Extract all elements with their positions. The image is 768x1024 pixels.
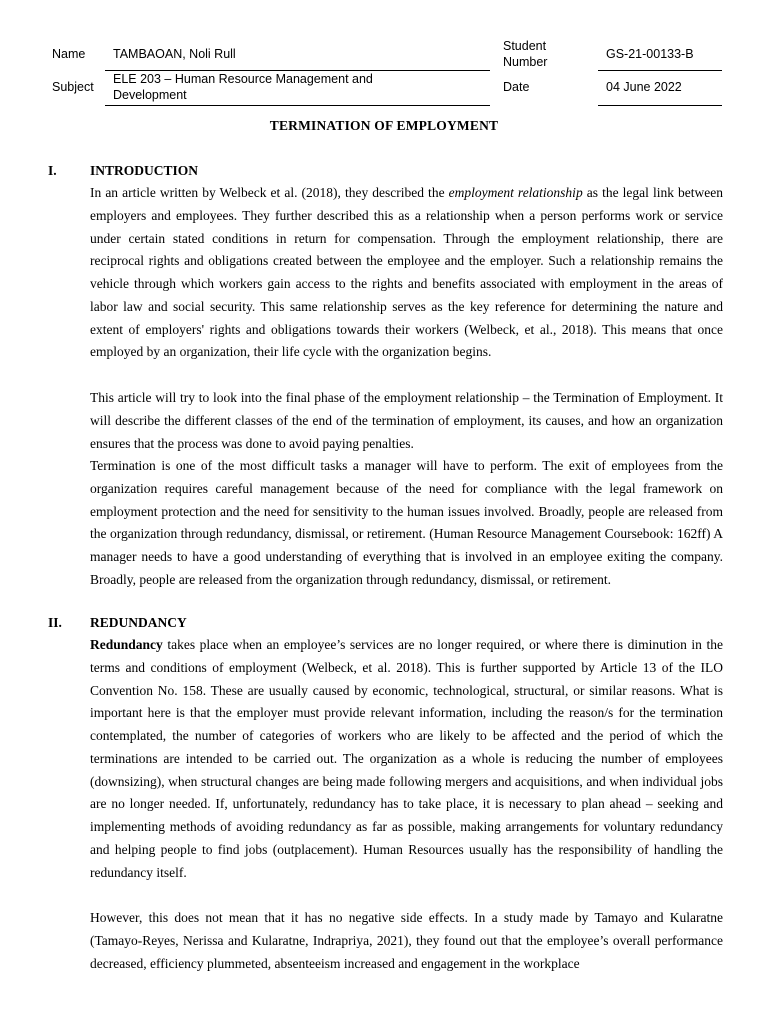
redundancy-paragraph-1 [90,634,723,884]
name-label: Name [52,47,86,61]
subject-value-line2: Development [113,88,187,102]
document-title: TERMINATION OF EMPLOYMENT [269,118,499,133]
intro-paragraph-1-lead: In an article written by Welbeck et al. (2018), they described the [90,185,449,200]
name-value: TAMBAOAN, Noli Rull [113,47,236,61]
intro-paragraph-1-body: as the legal link between employers and employees. They further described this as a relationship when a person performs work or service under certain stated conditions in return for compensation. Through the employment relationship, there are reciprocal rights and obligations created between the employee and the employer. Such a relationship remains the vehicle through which workers gain access to the rights and benefits associated with employment in the areas of labor law and social security. This same relationship serves as the key reference for determining the nature and extent of employers' rights and obligations towards their workers (Welbeck, et al., 2018). This means that once employed by an organization, their life cycle with the organization begins. [90,185,724,360]
subject-value-line1: ELE 203 – Human Resource Management and [113,72,373,86]
student-number-label-line1: Student [503,39,547,53]
date-value: 04 June 2022 [606,80,682,94]
date-underline [598,105,722,106]
intro-paragraph-3: Termination is one of the most difficult tasks a manager will have to perform. The exit of employees from the organization requires careful management because of the need for compliance with the legal framework on employment protection and the need for sensitivity to the human issues involved. Broadly, people are released from the organization through redundancy, dismissal, or retirement. (Human Resource Management Coursebook: 162ff) A manager needs to have a good understanding of everything that is involved in an employee exiting the company. Broadly, people are released from the organization through redundancy, dismissal, or retirement. [90,458,723,587]
intro-paragraph-2: This article will try to look into the final phase of the employment relationship – the Termination of Employment. It will describe the different classes of the end of the termination of employment, its causes, and how an organization ensures that the process was done to avoid paying penalties. [90,390,723,451]
subject-label: Subject [52,80,94,94]
subject-underline [105,105,490,106]
section-heading-introduction: INTRODUCTION [90,163,199,178]
section-number: II. [48,615,62,630]
date-label: Date [503,80,530,94]
intro-paragraph-1 [90,182,723,364]
term-redundancy: Redundancy [90,637,163,652]
student-number-value: GS-21-00133-B [606,47,694,61]
redundancy-paragraph-2: However, this does not mean that it has no negative side effects. In a study made by Tamayo and Kularatne (Tamayo-Reyes, Nerissa and Kularatne, Indrapriya, 2021), they found out that the employee’s overall performance decreased, efficiency plummeted, absenteeism increased and engagement in the workplace [90,910,723,971]
section-heading-redundancy: REDUNDANCY [90,615,187,630]
redundancy-paragraph-1-body: takes place when an employee’s services are no longer required, or where there is diminution in the terms and conditions of employment (Welbeck, et al. 2018). This is further supported by Article 13 of the ILO Convention No. 158. These are usually caused by economic, technological, structural, or similar reasons. What is important here is that the employer must provide relevant information, including the reason/s for the termination contemplated, the number of categories of workers who are likely to be affected and the period of which the terminations are intended to be carried out. The organization as a whole is reducing the number of employees (downsizing), when structural changes are being made following mergers and acquisitions, and when individual jobs are no longer needed. If, unfortunately, redundancy has to take place, it is necessary to plan ahead – seeking and implementing methods of avoiding redundancy as far as possible, making arrangements for voluntary redundancy and helping people to find jobs (outplacement). Human Resources usually has the responsibility of handling the redundancy itself. [90,637,723,880]
section-number: I. [48,163,57,178]
emphasis-employment-relationship: employment relationship [448,185,583,200]
student-number-label-line2: Number [503,55,548,69]
student-number-underline [598,70,722,71]
